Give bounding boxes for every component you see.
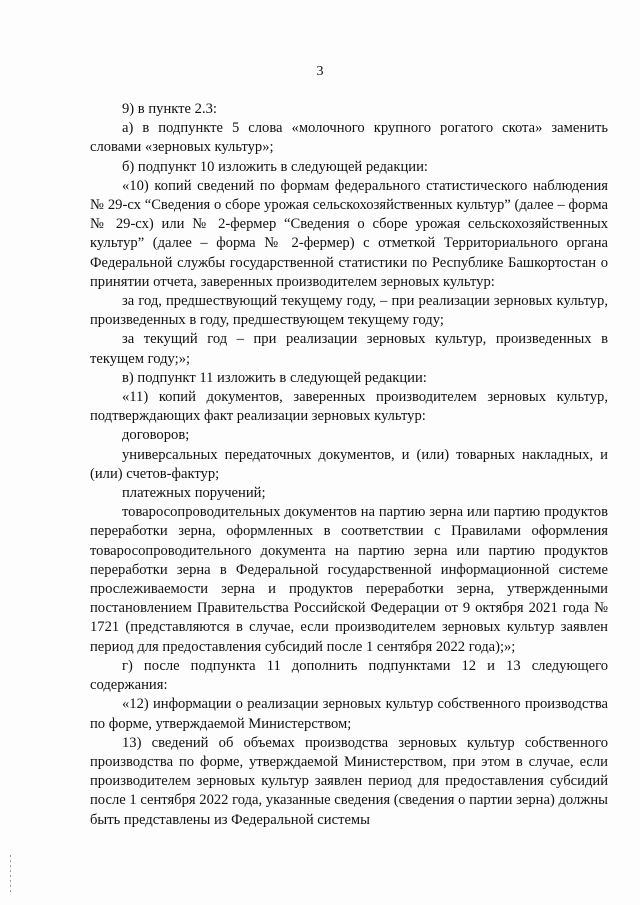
paragraph: за год, предшествующий текущему году, – при реализации зерновых культур, произведенных в году, предшествующем текущему году; [90, 293, 608, 329]
paragraph: платежных поручений; [122, 485, 266, 502]
paragraph: а) в подпункте 5 слова «молочного крупного рогатого скота» заменить словами «зерновых культур»; [90, 120, 608, 156]
paragraph: договоров; [122, 427, 190, 444]
paragraph: 9) в пункте 2.3: [122, 101, 217, 117]
paragraph: «10) копий сведений по формам федерального статистического наблюдения № 29-сх “Сведения о сборе урожая сельскохозяйственных культур” (далее – форма № 29-сх) или № 2-фермер “Сведения о сборе урожая сельскохозяйственных культур” (далее – форма № 2-фермер) с отметкой Территориального органа Федеральной службы государственной статистики по Республике Башкортостан о принятии отчета, заверенных производителем зерновых культур: [90, 177, 608, 290]
paragraph: «11) копий документов, заверенных производителем зерновых культур, подтверждающих факт реализации зерновых культур: [90, 389, 608, 425]
paragraph: 13) сведений об объемах производства зерновых культур собственного производства по форме, утверждаемой Министерством, при этом в случае, если производителем зерновых культур заявлен период для предоставления субсидий после 1 сентября 2022 года, указанные сведения (сведения о партии зерна) должны быть представлены из Федеральной системы [90, 734, 608, 828]
paragraph: «12) информации о реализации зерновых культур собственного производства по форме, утверждаемой Министерством; [90, 696, 608, 732]
page-number: 3 [316, 64, 324, 79]
scan-margin-mark [10, 855, 11, 895]
paragraph: б) подпункт 10 изложить в следующей редакции: [122, 158, 428, 175]
paragraph: г) после подпункта 11 дополнить подпунктами 12 и 13 следующего содержания: [90, 657, 608, 694]
document-body [90, 100, 608, 830]
paragraph: за текущий год – при реализации зерновых культур, произведенных в текущем году;»; [90, 331, 608, 367]
paragraph: универсальных передаточных документов, и (или) товарных накладных, и (или) счетов-фактур; [90, 446, 608, 482]
paragraph: товаросопроводительных документов на партию зерна или партию продуктов переработки зерна, оформленных в соответствии с Правилами оформления товаросопроводительного документа на партию зерна или партию продуктов переработки зерна в Федеральной государственной информационной системе прослеживаемости зерна и продуктов переработки зерна, утвержденными постановлением Правительства Российской Федерации от 9 октября 2021 года № 1721 (представляются в случае, если производителем зерновых культур заявлен период для предоставления субсидий после 1 сентября 2022 года);»; [90, 504, 608, 655]
paragraph: в) подпункт 11 изложить в следующей редакции: [122, 369, 427, 386]
